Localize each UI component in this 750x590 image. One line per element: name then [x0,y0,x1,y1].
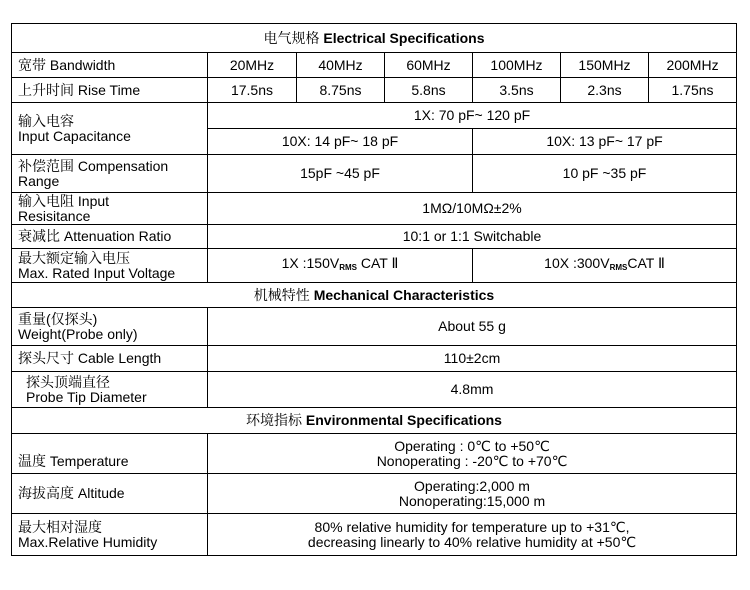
capacitance-10x-right: 10X: 13 pF~ 17 pF [473,129,737,155]
row-label: 海拔高度 Altitude [12,474,208,514]
rise-time-cell: 2.3ns [561,78,649,103]
rms-subscript: RMS [339,263,357,272]
rise-time-cell: 3.5ns [473,78,561,103]
rise-time-cell: 8.75ns [297,78,385,103]
cable-length-value: 110±2cm [208,346,737,372]
altitude-nonoperating: Nonoperating:15,000 m [398,492,546,509]
section-title [12,24,737,53]
capacitance-10x-left: 10X: 14 pF~ 18 pF [208,129,473,155]
section-title-cn: 机械特性 [253,286,310,303]
section-title-en: Electrical Specifications [323,29,485,46]
section-title [12,408,737,434]
rise-time-cell: 1.75ns [649,78,737,103]
row-humidity [12,514,737,556]
row-bandwidth [12,53,737,78]
row-label [12,372,208,408]
bandwidth-cell: 60MHz [385,53,473,78]
voltage-prefix: 10X :300V [544,255,610,271]
row-altitude [12,474,737,514]
max-voltage-1x [208,249,473,283]
section-title-cn: 环境指标 [246,412,303,428]
row-cable-length [12,346,737,372]
section-title-en: Environmental Specifications [305,412,502,428]
rise-time-cell: 5.8ns [385,78,473,103]
row-label: 温度 Temperature [12,434,208,474]
label-en: Weight(Probe only) [18,325,138,342]
row-input-resistance [12,193,737,225]
row-label [12,249,208,283]
altitude-value [208,474,737,514]
row-attenuation-ratio [12,225,737,249]
voltage-category: CAT Ⅱ [627,255,665,271]
compensation-left: 15pF ~45 pF [208,155,473,193]
label-cn: 探头顶端直径 [26,373,110,390]
capacitance-1x: 1X: 70 pF~ 120 pF [208,103,737,129]
row-max-rated-voltage [12,249,737,283]
row-compensation-range [12,155,737,193]
temperature-operating: Operating : 0℃ to +50℃ [394,437,550,454]
label-cn: 输入电阻 Input [18,192,110,209]
row-label: 探头尺寸 Cable Length [12,346,208,372]
row-label: 衰减比 Attenuation Ratio [12,225,208,249]
voltage-prefix: 1X :150V [281,255,340,271]
row-temperature [12,434,737,474]
tip-diameter-value: 4.8mm [208,372,737,408]
bandwidth-cell: 40MHz [297,53,385,78]
bandwidth-cell: 150MHz [561,53,649,78]
label-cn: 最大相对湿度 [18,518,102,535]
row-rise-time [12,78,737,103]
input-resistance-value: 1MΩ/10MΩ±2% [208,193,737,225]
weight-value: About 55 g [208,308,737,346]
section-header-mechanical [12,283,737,308]
label-cn: 重量(仅探头) [18,310,98,327]
row-tip-diameter [12,372,737,408]
humidity-line-1: 80% relative humidity for temperature up to +31℃, [314,518,630,535]
bandwidth-cell: 200MHz [649,53,737,78]
row-weight [12,308,737,346]
section-header-electrical [12,24,737,53]
row-label [12,193,208,225]
voltage-category: CAT Ⅱ [357,255,399,271]
altitude-operating: Operating:2,000 m [414,477,530,494]
label-cn: 输入电容 [18,112,74,129]
temperature-nonoperating: Nonoperating : -20℃ to +70℃ [376,452,568,469]
bandwidth-cell: 100MHz [473,53,561,78]
compensation-right: 10 pF ~35 pF [473,155,737,193]
row-label: 宽带 Bandwidth [12,53,208,78]
rise-time-cell: 17.5ns [208,78,297,103]
row-label [12,155,208,193]
humidity-value [208,514,737,556]
row-label [12,103,208,155]
spec-table [11,23,737,556]
rms-subscript: RMS [609,263,628,272]
row-label: 上升时间 Rise Time [12,78,208,103]
bandwidth-cell: 20MHz [208,53,297,78]
row-label [12,514,208,556]
label-en: Input Capacitance [18,127,131,144]
row-label [12,308,208,346]
max-voltage-10x [473,249,737,283]
label-en: Range [18,172,60,189]
temperature-value [208,434,737,474]
label-en: Resisitance [18,207,91,224]
label-cn: 最大额定输入电压 [18,249,130,266]
spec-sheet [11,23,736,556]
humidity-line-2: decreasing linearly to 40% relative humidity at +50℃ [307,533,637,550]
label-en: Max.Relative Humidity [18,533,158,550]
section-title-en: Mechanical Characteristics [313,286,495,303]
row-input-capacitance [12,103,737,129]
section-header-environmental [12,408,737,434]
label-en: Max. Rated Input Voltage [18,264,176,281]
section-title-cn: 电气规格 [263,29,320,46]
attenuation-ratio-value: 10:1 or 1:1 Switchable [208,225,737,249]
label-en: Probe Tip Diameter [26,388,147,405]
section-title [12,283,737,308]
label-cn: 补偿范围 Compensation [18,157,169,174]
